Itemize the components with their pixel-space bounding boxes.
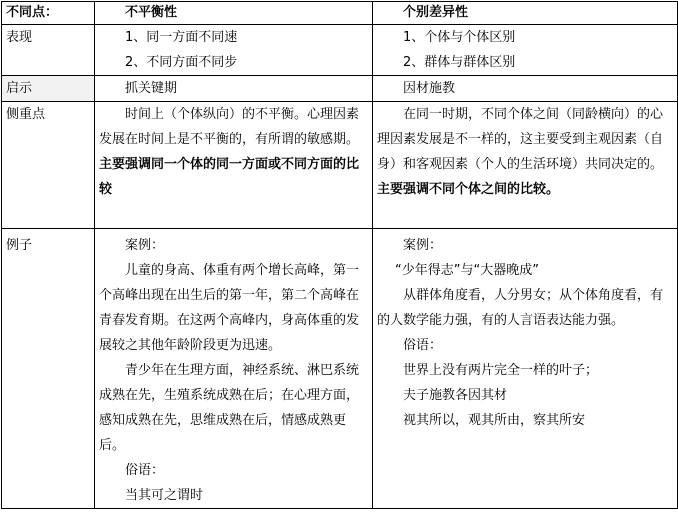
lizi-left-para-1: 儿童的身高、体重有两个增长高峰，第一个高峰出现在出生后的第一年，第二个高峰在青春发育期。在这两个高峰内，身高体重的发展较之其他年龄阶段更为迅速。 bbox=[99, 263, 360, 353]
lizi-right-saying-label: 俗语： bbox=[403, 338, 443, 353]
cezhongdian-left-emphasis: 主要强调同一个体的同一方面或不同方面的比较 bbox=[99, 157, 360, 197]
row-label-lizi: 例子 bbox=[2, 229, 95, 509]
cezhongdian-left-text: 时间上（个体纵向）的不平衡。心理因素发展在时间上是不平衡的，有所谓的敏感期。 bbox=[99, 107, 360, 147]
lizi-right-quote: “少年得志”与“大器晚成” bbox=[395, 263, 539, 278]
qishi-right: 因材施教 bbox=[373, 76, 678, 102]
row-biaoxian bbox=[2, 25, 678, 76]
row-lizi bbox=[2, 229, 678, 509]
biaoxian-right bbox=[373, 25, 678, 76]
lizi-right-saying-1: 世界上没有两片完全一样的叶子； bbox=[403, 363, 599, 378]
lizi-right-saying-2: 夫子施教各因其材 bbox=[403, 388, 508, 403]
biaoxian-right-item-1: 1、个体与个体区别 bbox=[403, 30, 516, 45]
lizi-right-para-1: 从群体角度看，人分男女；从个体角度看，有的人数学能力强，有的人言语表达能力强。 bbox=[377, 288, 664, 328]
row-cezhongdian bbox=[2, 102, 678, 229]
comparison-table bbox=[1, 1, 678, 509]
cezhongdian-right-text: 在同一时期，不同个体之间（同龄横向）的心理因素发展是不一样的，这主要受到主观因素（自身）和客观因素（个人的生活环境）共同决定的。 bbox=[377, 107, 664, 172]
biaoxian-left bbox=[95, 25, 373, 76]
row-label-cezhongdian: 侧重点 bbox=[2, 102, 95, 229]
qishi-left: 抓关键期 bbox=[95, 76, 373, 102]
biaoxian-left-item-1: 1、同一方面不同速 bbox=[125, 30, 238, 45]
biaoxian-left-item-2: 2、不同方面不同步 bbox=[125, 55, 238, 70]
lizi-right bbox=[373, 229, 678, 509]
cezhongdian-right-emphasis: 主要强调不同个体之间的比较。 bbox=[377, 182, 560, 197]
lizi-left-saying: 当其可之谓时 bbox=[125, 488, 204, 503]
header-col-individual-difference: 个别差异性 bbox=[373, 2, 678, 25]
cezhongdian-left bbox=[95, 102, 373, 229]
row-label-biaoxian: 表现 bbox=[2, 25, 95, 76]
lizi-left-para-2: 青少年在生理方面，神经系统、淋巴系统成熟在先，生殖系统成熟在后；在心理方面，感知成熟在先，思维成熟在后，情感成熟更后。 bbox=[99, 363, 360, 453]
cezhongdian-right bbox=[373, 102, 678, 229]
lizi-right-saying-3: 视其所以，观其所由，察其所安 bbox=[403, 413, 586, 428]
row-qishi bbox=[2, 76, 678, 102]
biaoxian-right-item-2: 2、群体与群体区别 bbox=[403, 55, 516, 70]
header-row bbox=[2, 2, 678, 25]
header-col-diff: 不同点： bbox=[2, 2, 95, 25]
lizi-left-saying-label: 俗语： bbox=[125, 463, 165, 478]
lizi-left bbox=[95, 229, 373, 509]
lizi-left-case-label: 案例： bbox=[125, 238, 165, 253]
header-col-imbalance: 不平衡性 bbox=[95, 2, 373, 25]
row-label-qishi: 启示 bbox=[2, 76, 95, 102]
lizi-right-case-label: 案例： bbox=[403, 238, 443, 253]
